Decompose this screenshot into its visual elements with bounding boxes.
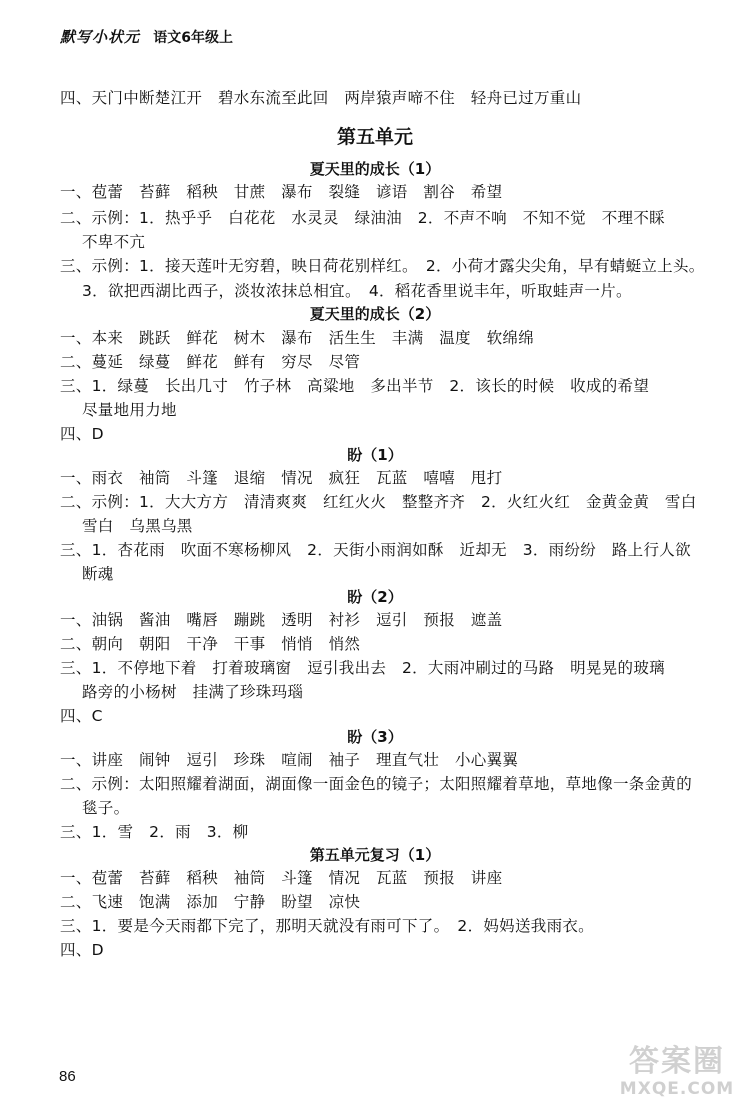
answer-line: 一、本来 跳跃 鲜花 树木 瀑布 活生生 丰满 温度 软绵绵 bbox=[60, 329, 535, 347]
answer-line: 三、1．雪 2．雨 3．柳 bbox=[60, 823, 249, 841]
answer-line: 一、讲座 闹钟 逗引 珍珠 喧闹 袖子 理直气壮 小心翼翼 bbox=[60, 751, 519, 769]
answer-line: 二、示例：太阳照耀着湖面，湖面像一面金色的镜子；太阳照耀着草地，草地像一条金黄的 bbox=[60, 775, 693, 793]
answer-line: 一、苞蕾 苔藓 稻秧 袖筒 斗篷 情况 瓦蓝 预报 讲座 bbox=[60, 869, 503, 887]
unit-title: 第五单元 bbox=[336, 126, 413, 148]
book-brand: 默写小状元 bbox=[60, 28, 141, 46]
answer-line: 三、1．绿蔓 长出几寸 竹子林 高粱地 多出半节 2．该长的时候 收成的希望 bbox=[60, 377, 650, 395]
answer-line: 二、朝向 朝阳 干净 干事 悄悄 悄然 bbox=[60, 635, 361, 653]
page-number: 86 bbox=[59, 1068, 76, 1085]
answer-line: 三、示例：1．接天莲叶无穷碧，映日荷花别样红。 2．小荷才露尖尖角，早有蜻蜓立上头。 bbox=[60, 257, 705, 275]
answer-line: 路旁的小杨树 挂满了珍珠玛瑙 bbox=[82, 683, 304, 701]
section-title: 盼（3） bbox=[347, 728, 403, 746]
answer-line: 雪白 乌黑乌黑 bbox=[82, 517, 193, 535]
answer-line: 一、油锅 酱油 嘴唇 蹦跳 透明 衬衫 逗引 预报 遮盖 bbox=[60, 611, 503, 629]
section-title: 夏天里的成长（1） bbox=[309, 160, 441, 178]
book-subject: 语文6年级上 bbox=[153, 30, 233, 46]
answer-line: 三、1．杏花雨 吹面不寒杨柳风 2．天街小雨润如酥 近却无 3．雨纷纷 路上行人欲 bbox=[60, 541, 691, 559]
section-title: 盼（1） bbox=[347, 446, 403, 464]
answer-line: 二、示例：1．大大方方 清清爽爽 红红火火 整整齐齐 2．火红火红 金黄金黄 雪白 bbox=[60, 493, 697, 511]
answer-line: 二、示例：1．热乎乎 白花花 水灵灵 绿油油 2．不声不响 不知不觉 不理不睬 bbox=[60, 209, 665, 227]
answer-line: 三、1．不停地下着 打着玻璃窗 逗引我出去 2．大雨冲刷过的马路 明晃晃的玻璃 bbox=[60, 659, 665, 677]
watermark-top: 答案圈 bbox=[629, 1044, 725, 1079]
section-title: 第五单元复习（1） bbox=[309, 846, 441, 864]
answer-line: 二、飞速 饱满 添加 宁静 盼望 凉快 bbox=[60, 893, 361, 911]
answer-line: 不卑不亢 bbox=[82, 233, 146, 251]
answer-line: 三、1．要是今天雨都下完了，那明天就没有雨可下了。 2．妈妈送我雨衣。 bbox=[60, 917, 594, 935]
watermark-logo bbox=[612, 1045, 742, 1099]
section-title: 夏天里的成长（2） bbox=[309, 305, 441, 323]
answer-line: 四、天门中断楚江开 碧水东流至此回 两岸猿声啼不住 轻舟已过万重山 bbox=[60, 89, 582, 107]
answer-line: 毯子。 bbox=[82, 799, 130, 817]
answer-line: 3．欲把西湖比西子，淡妆浓抹总相宜。 4．稻花香里说丰年，听取蛙声一片。 bbox=[82, 282, 632, 300]
answer-line: 四、D bbox=[60, 425, 104, 443]
answer-line: 尽量地用力地 bbox=[82, 401, 177, 419]
watermark-url: MXQE.COM bbox=[619, 1079, 735, 1099]
answer-line: 断魂 bbox=[82, 565, 114, 583]
answer-line: 四、C bbox=[60, 707, 103, 725]
page-header bbox=[60, 26, 233, 47]
section-title: 盼（2） bbox=[347, 588, 403, 606]
answer-line: 二、蔓延 绿蔓 鲜花 鲜有 穷尽 尽管 bbox=[60, 353, 361, 371]
answer-line: 一、雨衣 袖筒 斗篷 退缩 情况 疯狂 瓦蓝 嘻嘻 甩打 bbox=[60, 469, 503, 487]
answer-line: 一、苞蕾 苔藓 稻秧 甘蔗 瀑布 裂缝 谚语 割谷 希望 bbox=[60, 183, 503, 201]
answer-line: 四、D bbox=[60, 941, 104, 959]
